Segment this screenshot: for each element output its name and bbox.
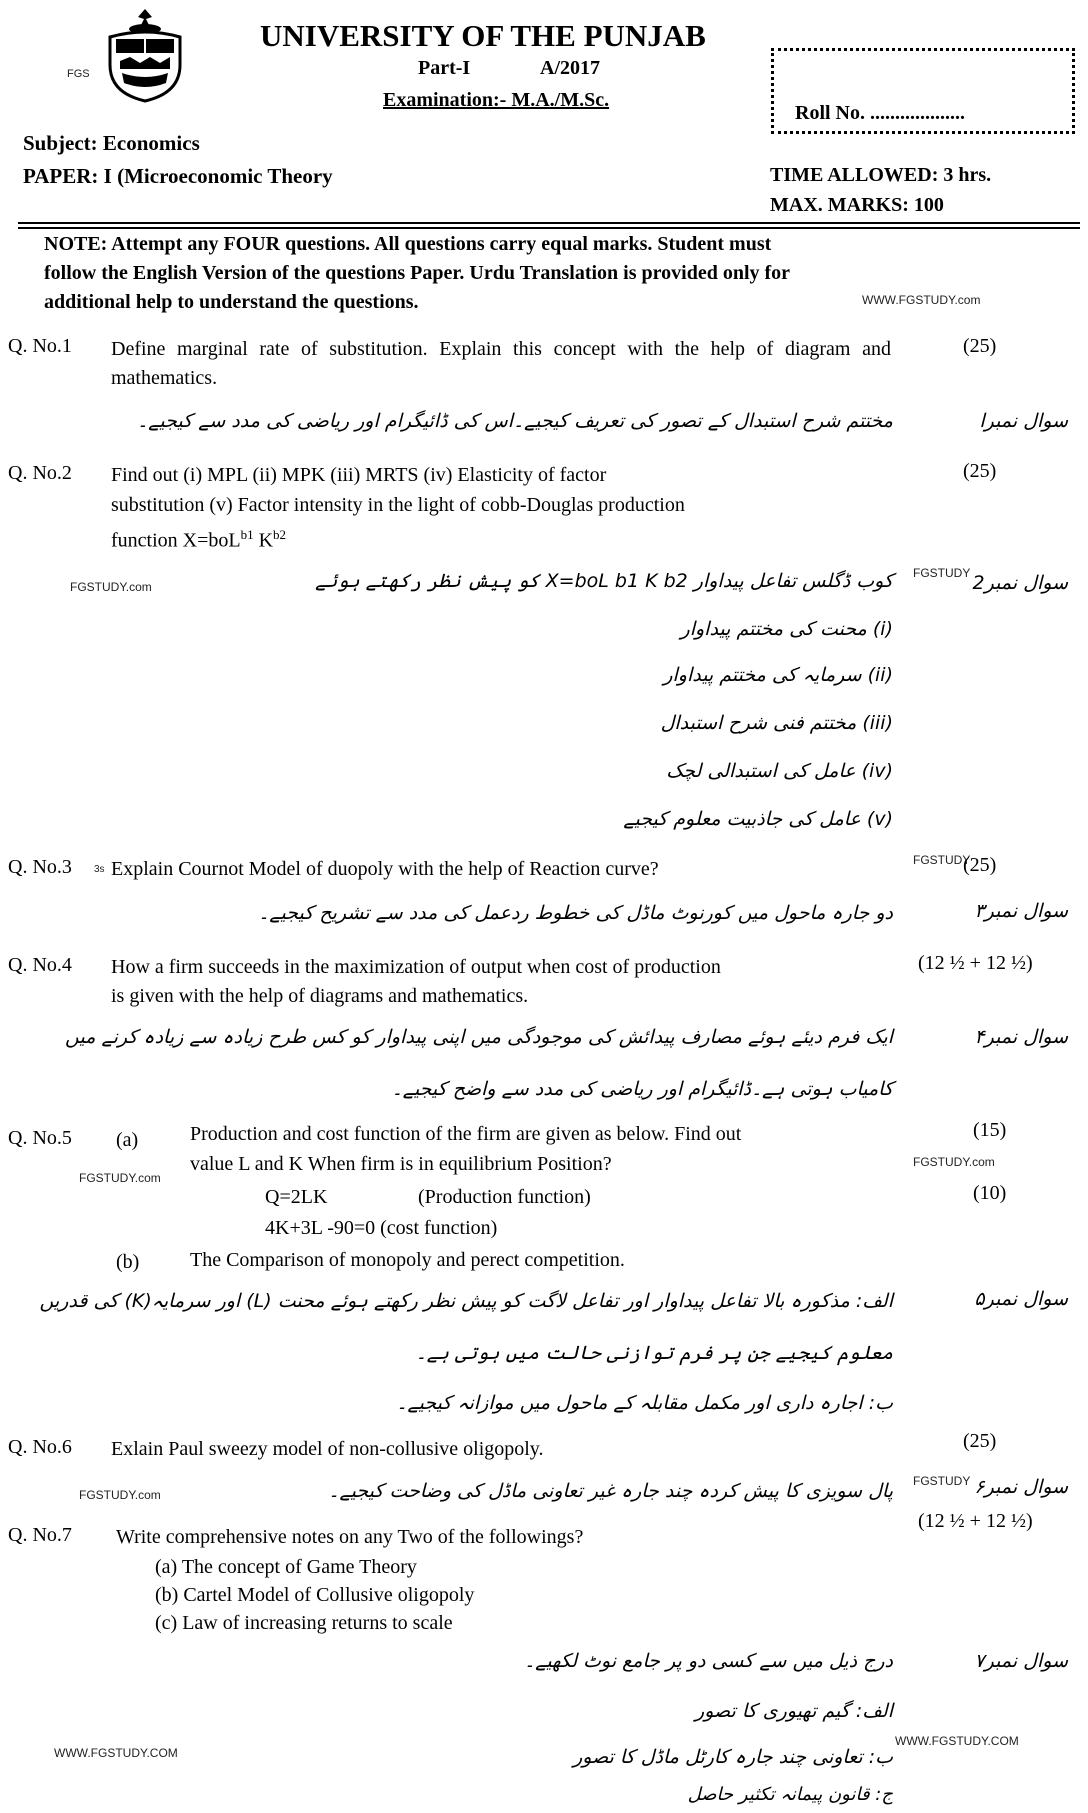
university-crest-logo xyxy=(100,5,190,105)
urdu-question-label: سوال نمبر۶ xyxy=(974,1476,1068,1498)
cost-function: 4K+3L -90=0 (cost function) xyxy=(265,1217,498,1239)
urdu-item: (iii) مختتم فنی شرح استبدال xyxy=(660,712,893,734)
urdu-item: (i) محنت کی مختتم پیداوار xyxy=(680,618,893,640)
question-marks-b: (10) xyxy=(973,1182,1007,1204)
question-text-line-2: value L and K When firm is in equilibrium Position? xyxy=(190,1153,612,1175)
list-item: (c) Law of increasing returns to scale xyxy=(155,1612,453,1634)
urdu-question-text: دو جارہ ماحول میں کورنوٹ ماڈل کی خطوط ردعمل کی مدد سے تشریح کیجیے۔ xyxy=(258,902,893,924)
watermark: WWW.FGSTUDY.com xyxy=(862,293,981,307)
formula-exponent-b2: b2 xyxy=(273,527,287,542)
watermark: FGSTUDY.com xyxy=(79,1488,161,1502)
question-text: Explain Cournot Model of duopoly with the help of Reaction curve? xyxy=(111,858,659,880)
question-marks-a: (15) xyxy=(973,1119,1007,1141)
question-marks: (12 ½ + 12 ½) xyxy=(918,952,1033,974)
question-text-b: The Comparison of monopoly and perect competition. xyxy=(190,1249,625,1271)
watermark: 3s xyxy=(94,864,105,875)
question-text: Define marginal rate of substitution. Explain this concept with the help of diagram and mathematics. xyxy=(111,338,891,389)
urdu-item: ج: قانون پیمانہ تکثیر حاصل xyxy=(687,1784,893,1805)
urdu-question-intro: کوب ڈگلس تفاعل پیداوار X=boL b1 K b2 کو پیش نظر رکھتے ہوئے xyxy=(315,570,893,592)
watermark: FGSTUDY xyxy=(913,1474,971,1488)
watermark: FGSTUDY.com xyxy=(70,580,152,594)
exam-session: A/2017 xyxy=(540,57,600,79)
examination-name: Examination:- M.A./M.Sc. xyxy=(383,89,610,111)
watermark: FGSTUDY.com xyxy=(79,1171,161,1185)
header-divider-bottom xyxy=(18,227,1080,229)
question-number: Q. No.4 xyxy=(8,954,72,976)
urdu-item: (iv) عامل کی استبدالی لچک xyxy=(666,760,893,782)
question-part-label: (b) xyxy=(116,1251,140,1273)
production-function: Q=2LK xyxy=(265,1186,328,1208)
question-text-line-1: Production and cost function of the firm are given as below. Find out xyxy=(190,1123,742,1145)
subject: Subject: Economics xyxy=(23,131,200,155)
question-marks: (25) xyxy=(963,335,997,357)
urdu-question-text-line-1: ایک فرم دیئے ہوئے مصارف پیدائش کی موجودگی میں اپنی پیداوار کو کس طرح زیادہ سے زیادہ کرنے میں xyxy=(65,1026,893,1048)
question-text: Write comprehensive notes on any Two of the followings? xyxy=(116,1526,584,1548)
question-text: Exlain Paul sweezy model of non-collusive oligopoly. xyxy=(111,1438,544,1460)
note-line-1: NOTE: Attempt any FOUR questions. All questions carry equal marks. Student must xyxy=(44,233,772,255)
question-marks: (25) xyxy=(963,460,997,482)
note-line-2: follow the English Version of the questions Paper. Urdu Translation is provided only for xyxy=(44,262,791,284)
question-number: Q. No.3 xyxy=(8,856,72,878)
question-number: Q. No.2 xyxy=(8,462,72,484)
urdu-question-label: سوال نمبرا xyxy=(979,410,1068,432)
exam-part: Part-I xyxy=(418,57,471,79)
urdu-question-label: سوال نمبر۳ xyxy=(974,900,1068,922)
paper-title: PAPER: I (Microeconomic Theory xyxy=(23,164,333,188)
max-marks: MAX. MARKS: 100 xyxy=(770,194,944,216)
urdu-item: (ii) سرمایہ کی مختتم پیداوار xyxy=(663,664,893,686)
watermark: FGSTUDY.com xyxy=(913,1155,995,1169)
urdu-question-text-line-2: کامیاب ہوتی ہے۔ڈائیگرام اور ریاضی کی مدد سے واضح کیجیے۔ xyxy=(391,1078,893,1100)
urdu-question-label: سوال نمبر۵ xyxy=(974,1288,1068,1310)
urdu-question-text-line-3: ب: اجارہ داری اور مکمل مقابلہ کے ماحول میں موازانہ کیجیے۔ xyxy=(396,1392,893,1414)
question-number: Q. No.7 xyxy=(8,1524,72,1546)
header-divider-top xyxy=(18,222,1080,224)
urdu-question-label: سوال نمبر۷ xyxy=(974,1650,1068,1672)
roll-number-field: Roll No. ................... xyxy=(795,102,965,124)
question-text-line-3 xyxy=(111,520,286,556)
question-text-line-1: How a firm succeeds in the maximization of output when cost of production xyxy=(111,956,721,978)
watermark-fgs: FGS xyxy=(67,68,90,80)
formula-text-k: K xyxy=(253,529,274,552)
watermark: WWW.FGSTUDY.COM xyxy=(895,1734,1019,1748)
urdu-question-intro: درج ذیل میں سے کسی دو پر جامع نوٹ لکھیے۔ xyxy=(524,1650,893,1672)
production-function-label: (Production function) xyxy=(418,1186,591,1208)
list-item: (a) The concept of Game Theory xyxy=(155,1556,417,1578)
question-marks: (25) xyxy=(963,854,997,876)
question-number: Q. No.6 xyxy=(8,1436,72,1458)
urdu-question-text-line-1: الف: مذکورہ بالا تفاعل پیداوار اور تفاعل لاگت کو پیش نظر رکھتے ہوئے محنت (L) اور سرمایہ(K) کی قدریں xyxy=(39,1290,893,1312)
time-allowed: TIME ALLOWED: 3 hrs. xyxy=(770,164,992,186)
urdu-question-text: پال سویزی کا پیش کردہ چند جارہ غیر تعاونی ماڈل کی وضاحت کیجیے۔ xyxy=(328,1480,893,1502)
question-part-label: (a) xyxy=(116,1129,139,1151)
urdu-question-text: مختتم شرح استبدال کے تصور کی تعریف کیجیے۔اس کی ڈائیگرام اور ریاضی کی مدد سے کیجیے۔ xyxy=(137,410,893,432)
urdu-question-label: سوال نمبر۴ xyxy=(974,1026,1068,1048)
question-marks: (25) xyxy=(963,1430,997,1452)
watermark: FGSTUDY xyxy=(913,853,971,867)
question-marks: (12 ½ + 12 ½) xyxy=(918,1510,1033,1532)
question-number: Q. No.5 xyxy=(8,1127,72,1149)
question-number: Q. No.1 xyxy=(8,335,72,357)
list-item: (b) Cartel Model of Collusive oligopoly xyxy=(155,1584,475,1606)
formula-exponent-b1: b1 xyxy=(240,527,254,542)
formula-text: function X=boL xyxy=(111,529,241,552)
question-text-line-2: substitution (v) Factor intensity in the light of cobb-Douglas production xyxy=(111,494,685,516)
question-text-line-1: Find out (i) MPL (ii) MPK (iii) MRTS (iv) Elasticity of factor xyxy=(111,464,607,486)
note-line-3: additional help to understand the questions. xyxy=(44,291,419,313)
watermark: WWW.FGSTUDY.COM xyxy=(54,1746,178,1760)
urdu-question-label: سوال نمبر2 xyxy=(972,572,1068,594)
urdu-item: (v) عامل کی جاذبیت معلوم کیجیے xyxy=(623,808,893,830)
watermark: FGSTUDY xyxy=(913,566,971,580)
university-title: UNIVERSITY OF THE PUNJAB xyxy=(260,18,706,53)
urdu-question-text-line-2: معلوم کیجیے جن پر فرم توازنی حالت میں ہوتی ہے۔ xyxy=(415,1342,893,1364)
urdu-item: الف: گیم تھیوری کا تصور xyxy=(695,1700,893,1722)
urdu-item: ب: تعاونی چند جارہ کارٹل ماڈل کا تصور xyxy=(573,1746,893,1768)
question-text-line-2: is given with the help of diagrams and mathematics. xyxy=(111,985,529,1007)
